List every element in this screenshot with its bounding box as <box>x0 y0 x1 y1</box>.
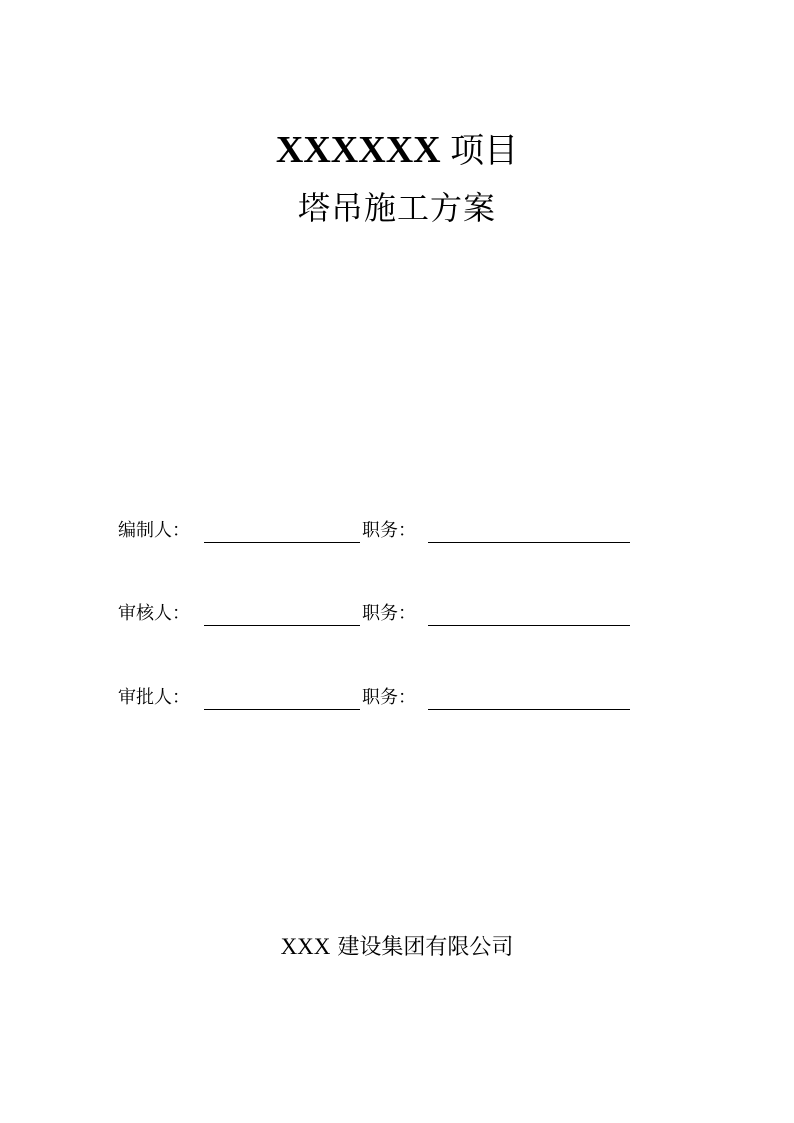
position-label: 职务： <box>362 687 416 708</box>
role-label: 审核人： <box>118 603 190 624</box>
role-label: 审批人： <box>118 687 190 708</box>
document-title <box>0 126 794 175</box>
position-blank-line <box>428 625 630 626</box>
project-code: XXXXXX <box>275 129 441 171</box>
project-suffix: 项目 <box>450 131 519 171</box>
company-label: 建设集团有限公司 <box>337 935 514 960</box>
document-subtitle: 塔吊施工方案 <box>297 189 496 227</box>
company-name <box>0 930 794 965</box>
position-blank-line <box>428 709 630 710</box>
signature-row-author <box>118 517 638 545</box>
position-blank-line <box>428 542 630 543</box>
position-label: 职务： <box>362 603 416 624</box>
signature-row-reviewer <box>118 600 638 628</box>
name-blank-line <box>204 625 360 626</box>
role-label: 编制人： <box>118 520 190 541</box>
name-blank-line <box>204 709 360 710</box>
name-blank-line <box>204 542 360 543</box>
company-prefix: XXX <box>280 934 331 959</box>
signature-row-approver <box>118 684 638 712</box>
position-label: 职务： <box>362 520 416 541</box>
